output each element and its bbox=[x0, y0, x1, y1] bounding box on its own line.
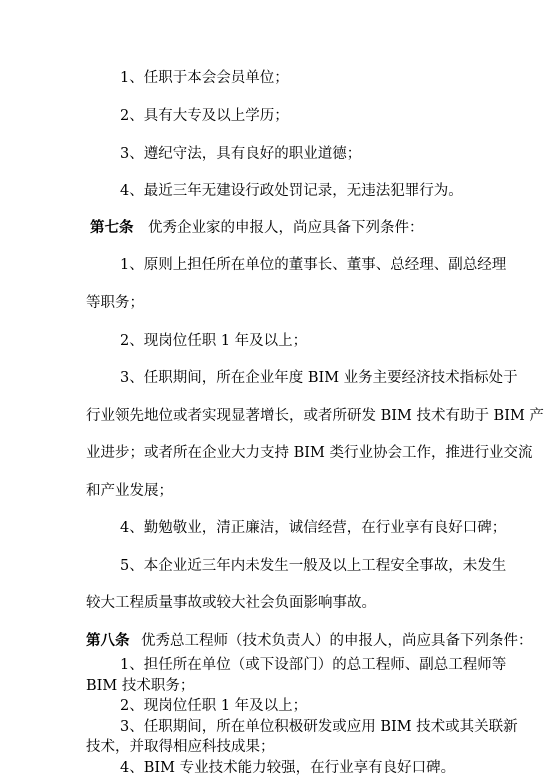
article-8-item-1-line-1: 1、担任所在单位（或下设部门）的总工程师、副总工程师等 bbox=[120, 657, 507, 673]
article-8-item-3-line-2: 技术，并取得相应科技成果； bbox=[86, 739, 275, 755]
article-7-item-3-line-4: 和产业发展； bbox=[86, 483, 173, 499]
article-7-item-3-line-3: 业进步；或者所在企业大力支持 BIM 类行业协会工作，推进行业交流 bbox=[86, 445, 533, 461]
criterion-3: 3、遵纪守法，具有良好的职业道德； bbox=[120, 146, 362, 162]
article-7-item-5-line-2: 较大工程质量事故或较大社会负面影响事故。 bbox=[86, 595, 376, 611]
article-8-heading: 第八条 bbox=[86, 632, 130, 649]
criterion-4: 4、最近三年无建设行政处罚记录，无违法犯罪行为。 bbox=[120, 183, 463, 199]
article-7-item-1-line-2: 等职务； bbox=[86, 295, 144, 311]
criterion-1: 1、任职于本会会员单位； bbox=[120, 70, 289, 86]
article-7-heading: 第七条 bbox=[90, 219, 134, 236]
article-8-item-1-line-2: BIM 技术职务； bbox=[86, 677, 195, 694]
article-7-item-4: 4、勤勉敬业，清正廉洁，诚信经营，在行业享有良好口碑； bbox=[120, 520, 507, 536]
article-7-item-5-line-1: 5、本企业近三年内未发生一般及以上工程安全事故，未发生 bbox=[120, 558, 507, 574]
article-8-title: 优秀总工程师（技术负责人）的申报人，尚应具备下列条件： bbox=[141, 633, 533, 649]
article-7-item-1-line-1: 1、原则上担任所在单位的董事长、董事、总经理、副总经理 bbox=[120, 257, 507, 273]
article-8-item-2: 2、现岗位任职 1 年及以上； bbox=[120, 698, 308, 714]
article-7-title: 优秀企业家的申报人，尚应具备下列条件： bbox=[148, 220, 424, 236]
article-7-item-3-line-1: 3、任职期间，所在企业年度 BIM 业务主要经济技术指标处于 bbox=[120, 370, 518, 386]
article-8-item-4: 4、BIM 专业技术能力较强，在行业享有良好口碑。 bbox=[120, 759, 456, 776]
article-8-item-3-line-1: 3、任职期间，所在单位积极研发或应用 BIM 技术或其关联新 bbox=[120, 718, 518, 735]
criterion-2: 2、具有大专及以上学历； bbox=[120, 108, 289, 124]
article-7-item-2: 2、现岗位任职 1 年及以上； bbox=[120, 333, 308, 349]
article-7-item-3-line-2: 行业领先地位或者实现显著增长，或者所研发 BIM 技术有助于 BIM 产 bbox=[86, 408, 544, 424]
